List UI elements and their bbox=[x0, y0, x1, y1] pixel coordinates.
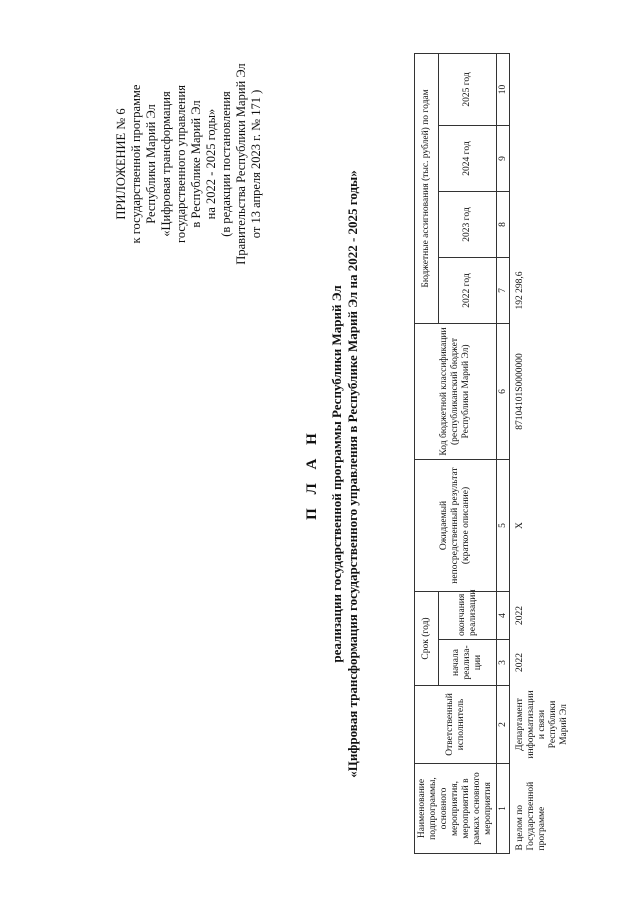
header-year-2025: 2025 год bbox=[439, 53, 497, 125]
appendix-line: в Республике Марий Эл bbox=[189, 100, 203, 228]
row-budget-2022: 192 298,6 bbox=[515, 271, 525, 310]
row-start-year: 2022 bbox=[515, 653, 525, 672]
column-number: 9 bbox=[497, 126, 510, 192]
header-year-2022: 2022 год bbox=[439, 258, 497, 324]
row-executor: Департамент информатизации и связи Республики Марий Эл bbox=[515, 690, 569, 759]
header-name: Наименование подпрограммы, основного мероприятия, мероприятий в рамках основного мероприятия bbox=[415, 764, 497, 854]
column-number: 10 bbox=[497, 53, 510, 125]
header-term: Срок (год) bbox=[415, 592, 439, 686]
header-executor: Ответственный исполнитель bbox=[415, 686, 497, 764]
appendix-line: «Цифровая трансформация bbox=[159, 91, 173, 237]
header-term-end: окончания реализации bbox=[439, 592, 497, 640]
plan-program-name: «Цифровая трансформация государственного управления в Республике Марий Эл на 2022 - 2025 годы» bbox=[345, 170, 360, 778]
row-budget-2023 bbox=[510, 192, 573, 258]
column-number: 3 bbox=[497, 640, 510, 686]
header-year-2023: 2023 год bbox=[439, 192, 497, 258]
appendix-line: от 13 апреля 2023 г. № 171 ) bbox=[249, 89, 263, 239]
appendix-line: (в редакции постановления bbox=[219, 91, 233, 237]
appendix-line: к государственной программе bbox=[129, 84, 143, 244]
column-number: 6 bbox=[497, 324, 510, 460]
header-year-2024: 2024 год bbox=[439, 126, 497, 192]
column-number: 1 bbox=[497, 764, 510, 854]
column-number: 2 bbox=[497, 686, 510, 764]
table-row bbox=[510, 53, 573, 853]
header-term-start: начала реализа-ции bbox=[439, 640, 497, 686]
header-budget: Бюджетные ассигнования (тыс. рублей) по годам bbox=[415, 53, 439, 323]
appendix-line: ПРИЛОЖЕНИЕ № 6 bbox=[114, 108, 128, 220]
appendix-line: Правительства Республики Марий Эл bbox=[234, 63, 248, 265]
row-budget-code: 87104101S0000000 bbox=[515, 353, 525, 430]
plan-subtitle: реализации государственной программы Республики Марий Эл bbox=[329, 285, 344, 663]
column-number: 7 bbox=[497, 258, 510, 324]
row-budget-2024 bbox=[510, 126, 573, 192]
row-result: Х bbox=[515, 522, 525, 529]
appendix-line: Республики Марий Эл bbox=[144, 104, 158, 224]
header-result: Ожидаемый непосредственный результат (краткое описание) bbox=[415, 460, 497, 592]
column-number: 5 bbox=[497, 460, 510, 592]
column-number: 4 bbox=[497, 592, 510, 640]
plan-table bbox=[414, 53, 572, 854]
document-title bbox=[304, 124, 361, 824]
row-end-year: 2022 bbox=[515, 606, 525, 625]
appendix-line: государственного управления bbox=[174, 85, 188, 243]
appendix-line: на 2022 - 2025 годы» bbox=[204, 108, 218, 220]
column-number: 8 bbox=[497, 192, 510, 258]
column-number-row bbox=[497, 53, 510, 853]
row-name: В целом по Государственной программе bbox=[515, 781, 547, 851]
plan-heading: П Л А Н bbox=[304, 428, 320, 520]
row-budget-2025 bbox=[510, 53, 573, 125]
header-code: Код бюджетной классификации (республиканский бюджет Республики Марий Эл) bbox=[415, 324, 497, 460]
appendix-block bbox=[114, 44, 264, 284]
